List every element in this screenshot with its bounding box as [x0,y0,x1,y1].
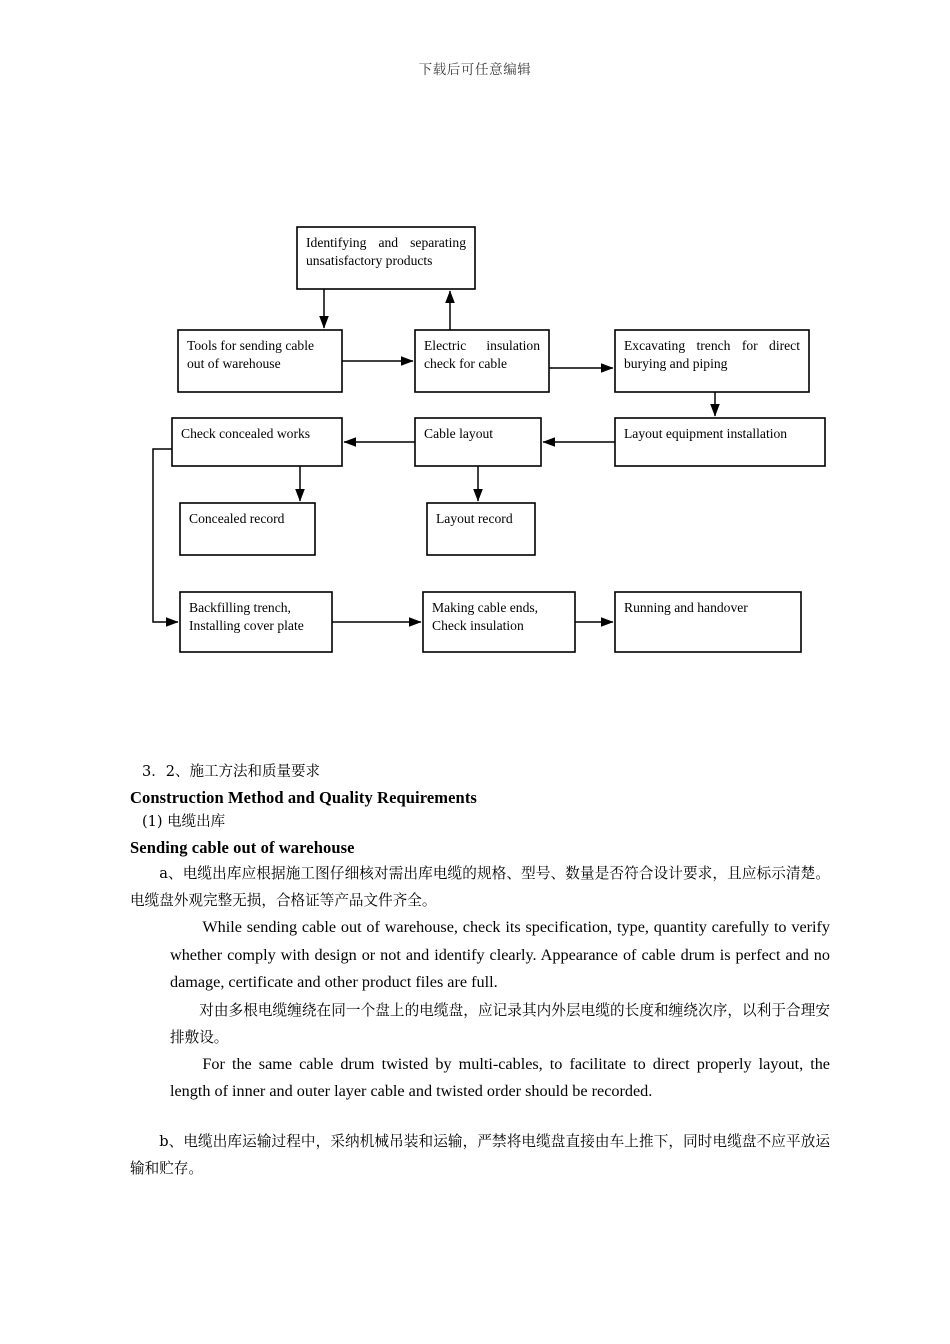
item-label-cn: (1) 电缆出库 [142,814,226,830]
box-makeends [423,592,575,652]
section-title-en: Construction Method and Quality Requirements [130,788,477,807]
box-excavate [615,330,809,392]
box-excavate-label: Excavating trench for direct burying and piping [624,338,800,371]
paragraph-a-cn: a、电缆出库应根据施工图仔细核对需出库电缆的规格、型号、数量是否符合设计要求，且应标示清楚。电缆盘外观完整无损，合格证等产品文件齐全。 [130,865,830,909]
paragraph-a-en: While sending cable out of warehouse, check its specification, type, quantity carefully to verify whether comply with design or not and identify clearly. Appearance of cable drum is perfect and no damage, certificate and other product files are full. [170,918,830,991]
box-backfill-label: Backfilling trench, Installing cover plate [189,600,304,633]
box-backfill [180,592,332,652]
conn-checkwork-to-backfill [153,449,178,622]
document-body [130,760,830,1182]
box-cablelay-label: Cable layout [424,426,494,441]
item-title-en: Sending cable out of warehouse [130,838,355,857]
paragraph-spacer [130,1106,830,1128]
box-electric [415,330,549,392]
flowchart-connectors [153,289,715,622]
box-cablelay [415,418,541,466]
construction-process-flowchart [0,215,950,675]
flowchart-canvas [0,215,950,675]
box-identify [297,227,475,289]
box-layouteq-label: Layout equipment installation [624,426,788,441]
box-layouteq [615,418,825,466]
page-watermark-header: 下载后可任意编辑 [418,62,532,78]
box-makeends-label: Making cable ends, Check insulation [432,600,539,633]
section-number-cn: 3．2、施工方法和质量要求 [142,764,320,780]
paragraph-b-en: For the same cable drum twisted by multi-cables, to facilitate to direct properly layout, the length of inner and outer layer cable and twisted order should be recorded. [170,1054,830,1100]
flowchart-boxes [172,227,825,652]
paragraph-c-cn: b、电缆出库运输过程中，采纳机械吊装和运输，严禁将电缆盘直接由车上推下，同时电缆盘不应平放运输和贮存。 [130,1132,830,1177]
box-concealed-record [180,503,315,555]
box-electric-label: Electric insulation check for cable [424,338,540,371]
box-tools-label: Tools for sending cable out of warehouse [187,338,315,371]
box-identify-label: Identifying and separating unsatisfactory products [306,235,466,268]
box-layout-record-label: Layout record [436,511,513,526]
paragraph-b-cn: 对由多根电缆缠绕在同一个盘上的电缆盘，应记录其内外层电缆的长度和缠绕次序，以利于合理安排敷设。 [170,1001,830,1046]
box-checkwork [172,418,342,466]
box-checkwork-label: Check concealed works [181,426,311,441]
box-running-label: Running and handover [624,600,748,615]
box-concealed-record-label: Concealed record [189,511,285,526]
box-layout-record [427,503,535,555]
box-tools [178,330,342,392]
box-running [615,592,801,652]
